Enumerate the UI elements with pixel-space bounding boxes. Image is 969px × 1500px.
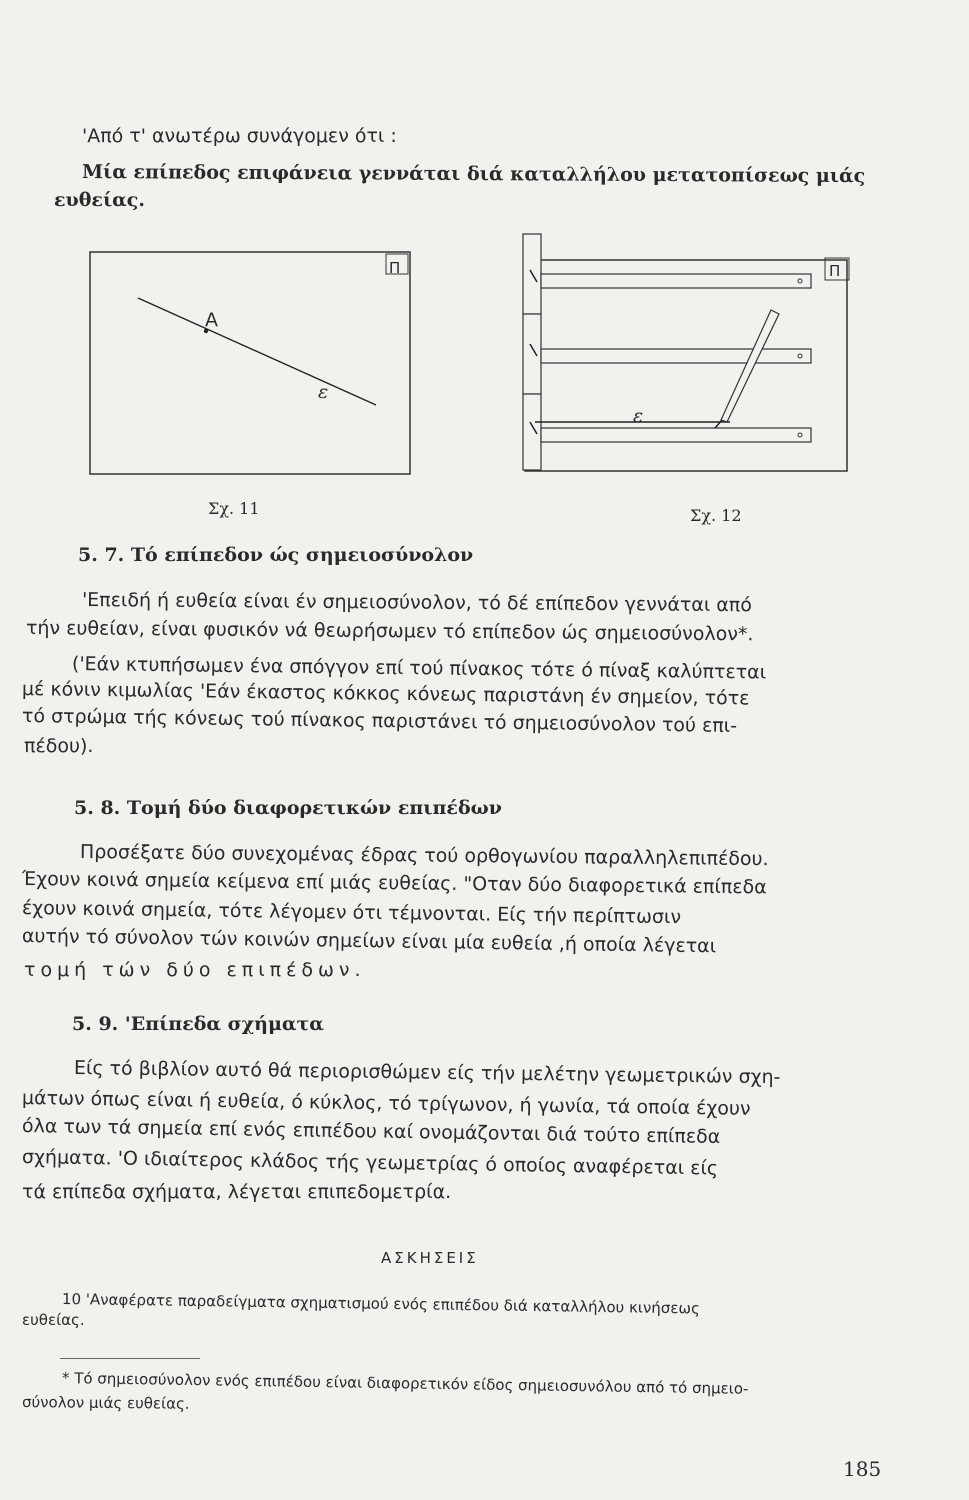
- figure-12-ruler-3: [541, 428, 811, 442]
- figure-12-line-label: ε: [633, 405, 644, 427]
- section-5-9-line-4: σχήματα. 'Ο ιδιαίτερος κλάδος τής γεωμετρίας ό οποίος αναφέρεται είς: [21, 1146, 719, 1180]
- section-5-7-line-5: τό στρώμα τής κόνεως τού πίνακος παριστάνει τό σημειοσύνολον τού επι-: [21, 705, 738, 737]
- figure-11: [86, 248, 416, 478]
- section-5-7-line-3: ('Εάν κτυπήσωμεν ένα σπόγγον επί τού πίνακος τότε ό πίναξ καλύπτεται: [71, 653, 767, 684]
- section-5-8-line-5: τομή τών δύο επιπέδων.: [24, 959, 366, 981]
- figure-12-plane-label: Π: [829, 262, 841, 280]
- intro-line-3: ευθείας.: [54, 189, 145, 211]
- intro-line-1: 'Από τ' ανωτέρω συνάγομεν ότι :: [82, 125, 397, 147]
- figure-12-post-3: [523, 394, 541, 470]
- section-5-9-heading: 5. 9. 'Επίπεδα σχήματα: [72, 1013, 324, 1035]
- figure-11-plane: [90, 252, 410, 474]
- figure-11-line-label: ε: [318, 381, 329, 403]
- footnote-rule: [60, 1358, 200, 1359]
- exercises-title: ΑΣΚΗΣΕΙΣ: [381, 1249, 479, 1267]
- figure-11-line: [138, 298, 376, 405]
- section-5-8-heading: 5. 8. Τομή δύο διαφορετικών επιπέδων: [74, 797, 502, 819]
- figure-12-post-2: [523, 314, 541, 394]
- figure-12: [515, 232, 855, 477]
- section-5-9-line-2: μάτων όπως είναι ή ευθεία, ό κύκλος, τό τρίγωνον, ή γωνία, τά οποία έχουν: [21, 1087, 751, 1120]
- footnote-line-1: * Τό σημειοσύνολον ενός επιπέδου είναι διαφορετικόν είδος σημειοσυνόλου από τό σημειο-: [61, 1369, 749, 1398]
- footnote-line-2: σύνολον μιάς ευθείας.: [21, 1393, 190, 1413]
- figure-11-caption: Σχ. 11: [208, 499, 260, 518]
- section-5-9-line-3: όλα των τά σημεία επί ενός επιπέδου καί ονομάζονται διά τούτο επίπεδα: [21, 1115, 721, 1148]
- figure-12-ruler-2: [541, 349, 811, 363]
- figure-11-point-label: Α: [205, 309, 218, 331]
- section-5-8-line-1: Προσέξατε δύο συνεχομένας έδρας τού ορθογωνίου παραλληλεπιπέδου.: [79, 841, 769, 871]
- section-5-9-line-5: τά επίπεδα σχήματα, λέγεται επιπεδομετρία.: [22, 1181, 452, 1203]
- exercise-10-line-1: 10 'Αναφέρατε παραδείγματα σχηματισμού ενός επιπέδου διά καταλλήλου κινήσεως: [61, 1290, 700, 1318]
- section-5-7-line-6: πέδου).: [24, 735, 94, 757]
- section-5-7-line-1: 'Επειδή ή ευθεία είναι έν σημειοσύνολον, τό δέ επίπεδον γεννάται από: [81, 589, 753, 617]
- figure-12-pencil: [721, 310, 779, 422]
- figure-11-plane-label: Π: [389, 259, 401, 277]
- section-5-7-heading: 5. 7. Τό επίπεδον ώς σημειοσύνολον: [78, 544, 474, 566]
- page-number: 185: [843, 1457, 882, 1481]
- figure-12-ruler-1: [541, 274, 811, 288]
- section-5-8-line-3: έχουν κοινά σημεία, τότε λέγομεν ότι τέμνονται. Είς τήν περίπτωσιν: [21, 897, 682, 929]
- section-5-7-line-2: τήν ευθείαν, είναι φυσικόν νά θεωρήσωμεν τό επίπεδον ώς σημειοσύνολον*.: [25, 617, 754, 646]
- section-5-9-line-1: Είς τό βιβλίον αυτό θά περιορισθώμεν είς τήν μελέτην γεωμετρικών σχη-: [73, 1057, 781, 1089]
- exercise-10-line-2: ευθείας.: [22, 1311, 85, 1329]
- section-5-7-line-4: μέ κόνιν κιμωλίας 'Εάν έκαστος κόκκος κόνεως παριστάνη έν σημείον, τότε: [21, 678, 750, 710]
- section-5-8-line-4: αυτήν τό σύνολον τών κοινών σημείων είναι μία ευθεία ,ή οποία λέγεται: [21, 925, 717, 958]
- figure-12-caption: Σχ. 12: [690, 506, 742, 525]
- intro-line-2: Μία επίπεδος επιφάνεια γεννάται διά καταλλήλου μετατοπίσεως μιάς: [81, 161, 866, 188]
- section-5-8-line-2: Έχουν κοινά σημεία κείμενα επί μιάς ευθείας. "Οταν δύο διαφορετικά επίπεδα: [21, 868, 767, 899]
